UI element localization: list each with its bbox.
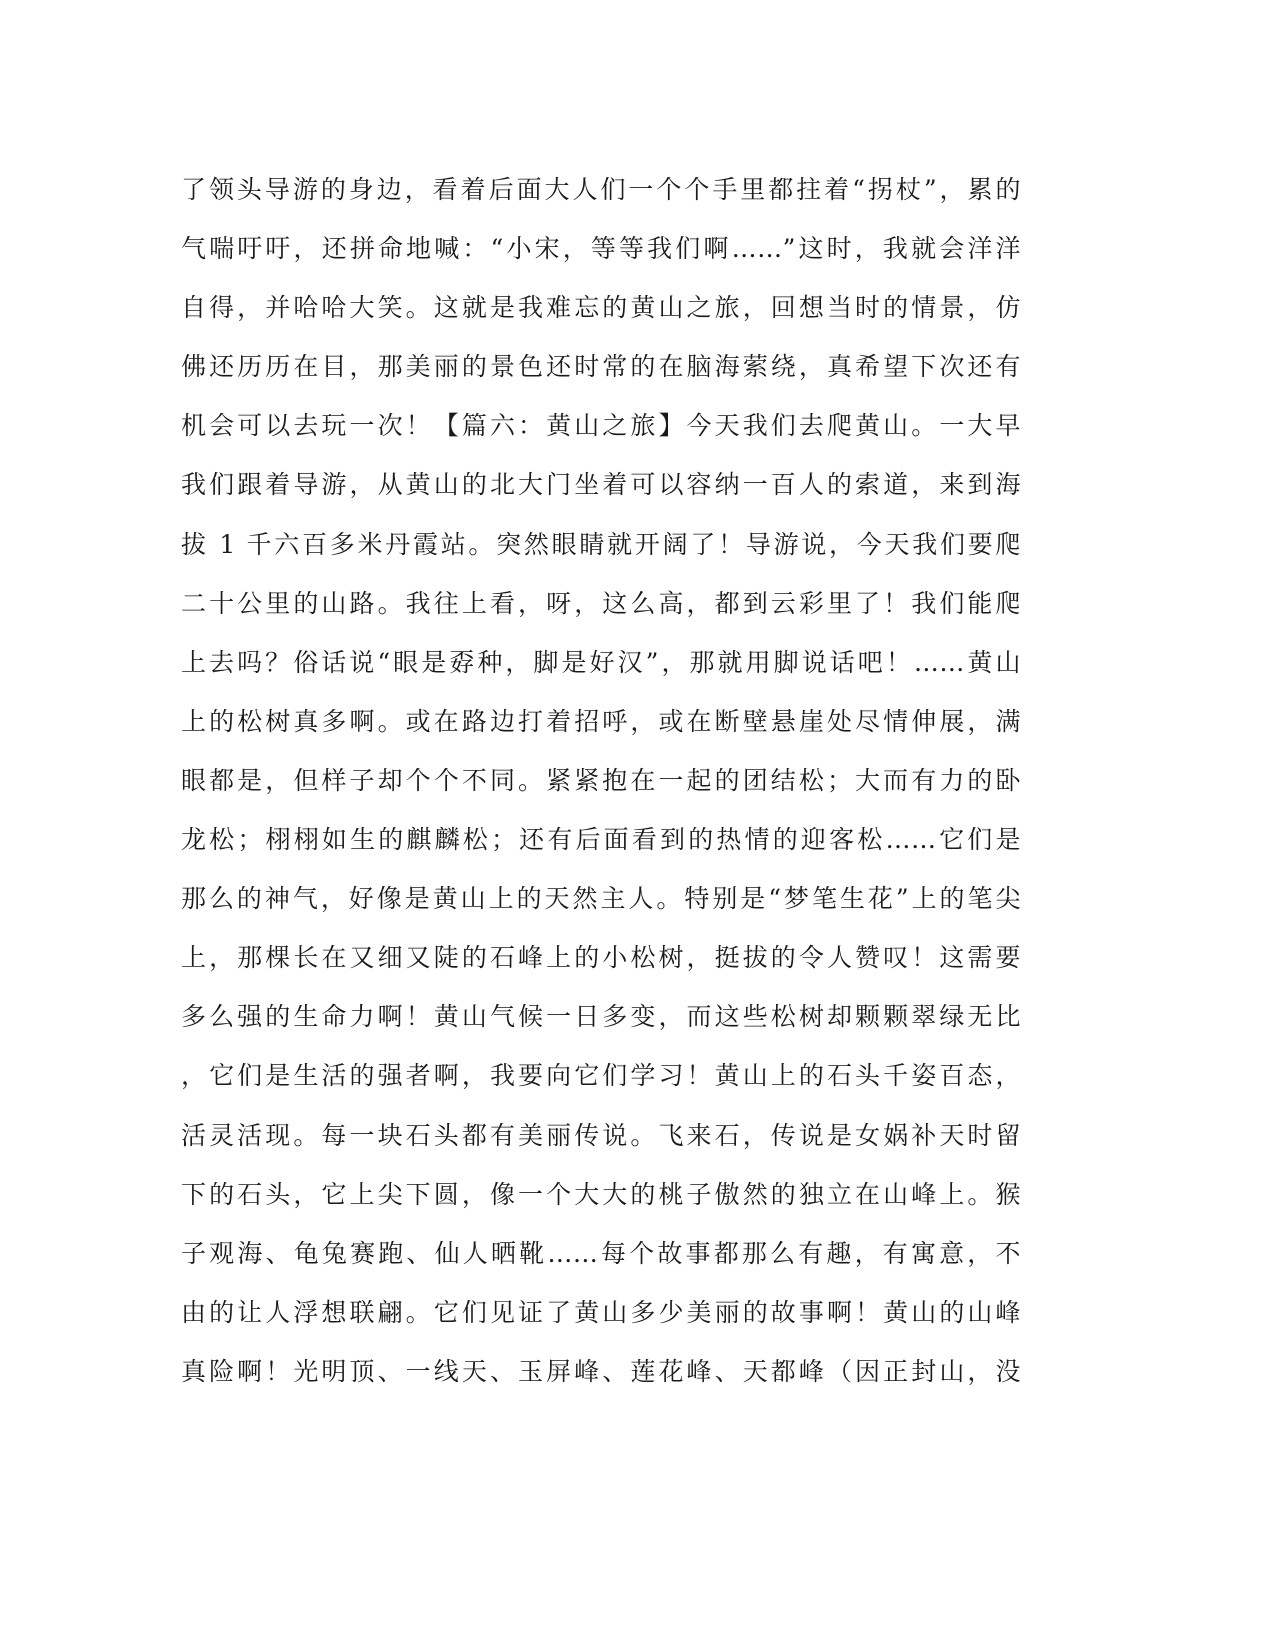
text-line: 龙松；栩栩如生的麒麟松；还有后面看到的热情的迎客松……它们是 — [181, 825, 1021, 855]
text-line: 了领头导游的身边，看着后面大人们一个个手里都拄着“拐杖”，累的 — [181, 175, 1021, 204]
text-line: 眼都是，但样子却个个不同。紧紧抱在一起的团结松；大而有力的卧 — [181, 765, 1021, 795]
text-line: 机会可以去玩一次！【篇六：黄山之旅】今天我们去爬黄山。一大早 — [181, 411, 1021, 441]
text-line: ，它们是生活的强者啊，我要向它们学习！黄山上的石头千姿百态， — [181, 1061, 1021, 1091]
text-line: 由的让人浮想联翩。它们见证了黄山多少美丽的故事啊！黄山的山峰 — [181, 1297, 1021, 1327]
text-line: 那么的神气，好像是黄山上的天然主人。特别是“梦笔生花”上的笔尖 — [181, 884, 1021, 914]
text-line: 我们跟着导游，从黄山的北大门坐着可以容纳一百人的索道，来到海 — [181, 470, 1021, 500]
text-line: 气喘吁吁，还拼命地喊：“小宋，等等我们啊……”这时，我就会洋洋 — [181, 234, 1021, 264]
text-line: 真险啊！光明顶、一线天、玉屏峰、莲花峰、天都峰（因正封山，没 — [181, 1356, 1021, 1386]
text-line: 活灵活现。每一块石头都有美丽传说。飞来石，传说是女娲补天时留 — [181, 1120, 1021, 1150]
text-line: 上去吗？俗话说“眼是孬种，脚是好汉”，那就用脚说话吧！……黄山 — [181, 647, 1021, 677]
text-line: 二十公里的山路。我往上看，呀，这么高，都到云彩里了！我们能爬 — [181, 588, 1021, 618]
text-line: 自得，并哈哈大笑。这就是我难忘的黄山之旅，回想当时的情景，仿 — [181, 293, 1021, 323]
text-line: 下的石头，它上尖下圆，像一个大大的桃子傲然的独立在山峰上。猴 — [181, 1179, 1021, 1209]
text-line: 多么强的生命力啊！黄山气候一日多变，而这些松树却颗颗翠绿无比 — [181, 1002, 1021, 1032]
text-line: 佛还历历在目，那美丽的景色还时常的在脑海萦绕，真希望下次还有 — [181, 352, 1021, 382]
text-line: 上，那棵长在又细又陡的石峰上的小松树，挺拔的令人赞叹！这需要 — [181, 943, 1021, 973]
text-line: 拔 1 千六百多米丹霞站。突然眼睛就开阔了！导游说，今天我们要爬 — [181, 529, 1021, 559]
body-text — [181, 160, 1021, 1401]
text-line: 上的松树真多啊。或在路边打着招呼，或在断壁悬崖处尽情伸展，满 — [181, 706, 1021, 736]
text-line: 子观海、龟兔赛跑、仙人晒靴……每个故事都那么有趣，有寓意，不 — [181, 1238, 1021, 1268]
